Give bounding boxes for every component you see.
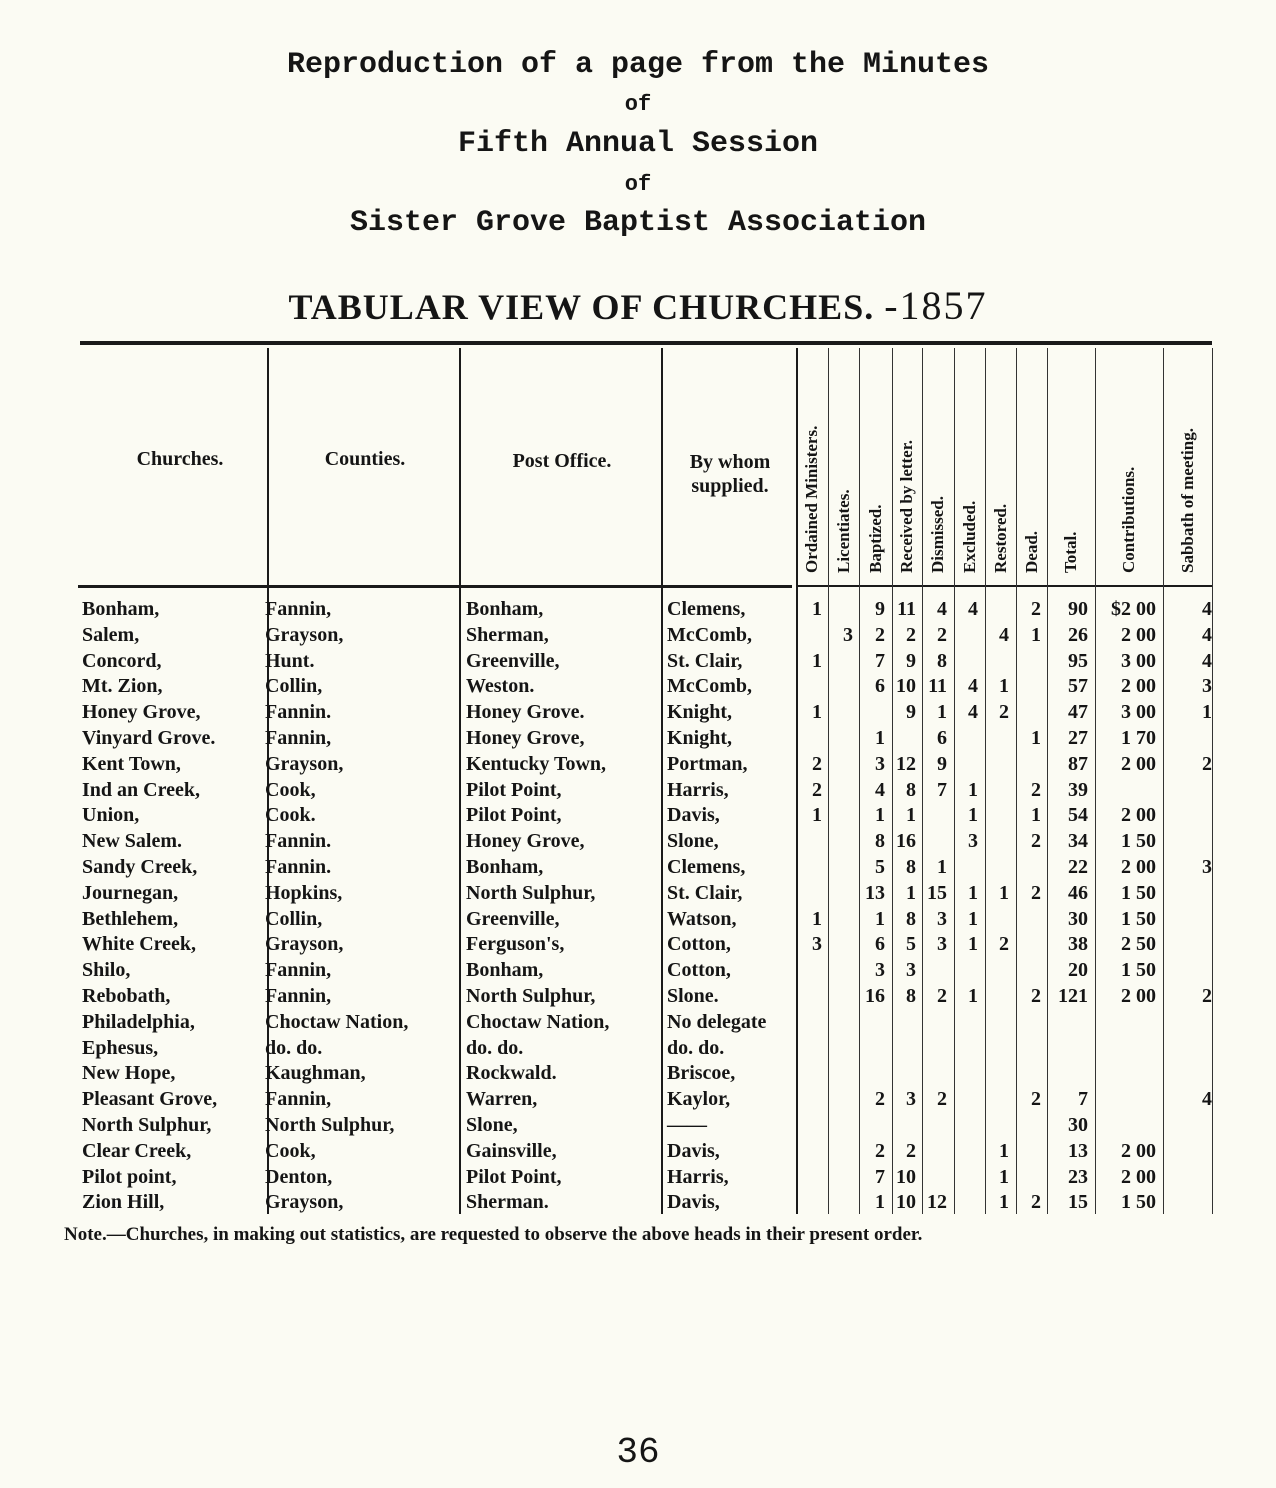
col-head-sabbath: Sabbath of meeting.: [1177, 428, 1197, 573]
contributions-cell: 1 50: [1121, 959, 1156, 981]
baptized-cell: 2: [875, 1140, 885, 1162]
received-cell: 2: [906, 624, 916, 646]
baptized-cell: 4: [875, 779, 885, 801]
dead-cell: 1: [1031, 804, 1041, 826]
contributions-cell: 1 50: [1121, 882, 1156, 904]
church-cell: Mt. Zion,: [82, 675, 163, 697]
dismissed-cell: 8: [937, 650, 947, 672]
total-cell: 90: [1068, 598, 1088, 620]
received-cell: 1: [906, 882, 916, 904]
contributions-cell: 3 00: [1121, 701, 1156, 723]
baptized-cell: 1: [875, 908, 885, 930]
sabbath-cell: 4: [1202, 1088, 1212, 1110]
restored-cell: 2: [999, 701, 1009, 723]
post-office-cell: Pilot Point,: [466, 779, 562, 801]
county-cell: Cook,: [265, 1140, 316, 1162]
col-head-total: Total.: [1061, 531, 1080, 573]
sabbath-cell: [1146, 1164, 1212, 1190]
page-number: 36: [616, 1432, 660, 1473]
received-cell: 8: [906, 856, 916, 878]
post-office-cell: Bonham,: [466, 959, 544, 981]
sabbath-cell: 1: [1202, 701, 1212, 723]
post-office-cell: Honey Grove,: [466, 727, 585, 749]
licentiates-cell: 3: [843, 624, 853, 646]
supplied-cell: Davis,: [667, 804, 720, 826]
col-head-received: Received by letter.: [897, 440, 916, 573]
baptized-cell: 2: [875, 1088, 885, 1110]
received-cell: 10: [896, 675, 916, 697]
ordained-cell: 1: [812, 908, 822, 930]
excluded-cell: 1: [968, 985, 978, 1007]
supplied-cell: Davis,: [667, 1140, 720, 1162]
county-cell: Fannin,: [265, 598, 332, 620]
church-cell: Pleasant Grove,: [82, 1088, 218, 1110]
contributions-cell: 2 00: [1121, 624, 1156, 646]
post-office-cell: Bonham,: [466, 598, 544, 620]
dismissed-cell: 9: [937, 753, 947, 775]
table-year: -1857: [884, 283, 988, 328]
ordained-cell: 1: [812, 650, 822, 672]
restored-cell: 1: [999, 882, 1009, 904]
col-head-received-wrap: [893, 352, 923, 577]
dismissed-cell: 6: [937, 727, 947, 749]
post-office-cell: Sherman.: [466, 1191, 549, 1213]
church-cell: Clear Creek,: [82, 1140, 192, 1162]
received-cell: 10: [896, 1166, 916, 1188]
church-cell: New Salem.: [82, 830, 182, 852]
county-cell: Collin,: [265, 675, 323, 697]
excluded-cell: 1: [968, 933, 978, 955]
county-cell: Hopkins,: [265, 882, 343, 904]
dead-cell: 2: [1031, 830, 1041, 852]
baptized-cell: 7: [875, 1166, 885, 1188]
supplied-cell: McComb,: [667, 675, 752, 697]
county-cell: Choctaw Nation,: [265, 1011, 409, 1033]
sabbath-cell: [1146, 880, 1212, 906]
post-office-cell: Warren,: [466, 1088, 538, 1110]
baptized-cell: 6: [875, 675, 885, 697]
total-cell: 26: [1068, 624, 1088, 646]
excluded-cell: 1: [968, 882, 978, 904]
header-line-4: of: [624, 172, 652, 197]
total-cell: 20: [1068, 959, 1088, 981]
column-divider: [459, 348, 461, 1214]
county-cell: Grayson,: [265, 753, 344, 775]
post-office-cell: Choctaw Nation,: [466, 1011, 610, 1033]
supplied-cell: Briscoe,: [667, 1062, 736, 1084]
church-cell: Shilo,: [82, 959, 131, 981]
baptized-cell: 1: [875, 804, 885, 826]
church-cell: Philadelphia,: [82, 1011, 195, 1033]
total-cell: 15: [1068, 1191, 1088, 1213]
column-divider: [661, 348, 663, 1214]
col-head-dead-wrap: [1017, 352, 1048, 577]
excluded-cell: 1: [968, 908, 978, 930]
post-office-cell: do. do.: [466, 1037, 524, 1059]
post-office-cell: Gainsville,: [466, 1140, 557, 1162]
header-divider-left: [78, 585, 792, 588]
supplied-cell: Slone.: [667, 985, 719, 1007]
post-office-cell: Weston.: [466, 675, 535, 697]
post-office-cell: North Sulphur,: [466, 882, 596, 904]
church-cell: White Creek,: [82, 933, 197, 955]
baptized-cell: 8: [875, 830, 885, 852]
dismissed-cell: 2: [937, 985, 947, 1007]
supplied-cell: Harris,: [667, 1166, 729, 1188]
county-cell: Fannin.: [265, 856, 332, 878]
supplied-cell: Slone,: [667, 830, 719, 852]
header-line-3: Fifth Annual Session: [457, 127, 819, 161]
county-cell: Fannin.: [265, 830, 332, 852]
county-cell: Fannin,: [265, 1088, 332, 1110]
sabbath-cell: 3: [1202, 675, 1212, 697]
header-line-1: Reproduction of a page from the Minutes: [286, 48, 990, 82]
col-head-baptized-wrap: [860, 352, 893, 577]
contributions-cell: 2 00: [1121, 753, 1156, 775]
baptized-cell: 2: [875, 624, 885, 646]
ordained-cell: 2: [812, 753, 822, 775]
restored-cell: 2: [999, 933, 1009, 955]
dismissed-cell: 4: [937, 598, 947, 620]
supplied-cell: St. Clair,: [667, 882, 743, 904]
church-cell: Salem,: [82, 624, 140, 646]
contributions-cell: 2 00: [1121, 985, 1156, 1007]
dismissed-cell: 3: [937, 933, 947, 955]
county-cell: Fannin,: [265, 727, 332, 749]
received-cell: 8: [906, 985, 916, 1007]
dismissed-cell: 3: [937, 908, 947, 930]
total-cell: 22: [1068, 856, 1088, 878]
supplied-cell: Watson,: [667, 908, 737, 930]
ordained-cell: 1: [812, 701, 822, 723]
baptized-cell: 3: [875, 753, 885, 775]
church-cell: Rebobath,: [82, 985, 171, 1007]
church-cell: Bonham,: [82, 598, 160, 620]
total-cell: 39: [1068, 779, 1088, 801]
dismissed-cell: 7: [937, 779, 947, 801]
dead-cell: 1: [1031, 624, 1041, 646]
county-cell: North Sulphur,: [265, 1114, 395, 1136]
col-head-ordained-wrap: [797, 352, 829, 577]
total-cell: 27: [1068, 727, 1088, 749]
church-cell: Pilot point,: [82, 1166, 177, 1188]
received-cell: 2: [906, 1140, 916, 1162]
header-line-5: Sister Grove Baptist Association: [349, 206, 927, 240]
contributions-cell: 1 70: [1121, 727, 1156, 749]
table-note: Note.—Churches, in making out statistics, are requested to observe the above heads in their present order.: [64, 1224, 923, 1245]
ordained-cell: 1: [812, 804, 822, 826]
dead-cell: 2: [1031, 598, 1041, 620]
church-cell: Journegan,: [82, 882, 179, 904]
col-head-excluded: Excluded.: [959, 500, 979, 573]
sabbath-cell: [1146, 828, 1212, 854]
baptized-cell: 1: [875, 727, 885, 749]
dismissed-cell: 2: [937, 1088, 947, 1110]
dismissed-cell: 12: [927, 1191, 947, 1213]
post-office-cell: Honey Grove.: [466, 701, 585, 723]
col-head-ordained: Ordained Ministers.: [802, 425, 821, 573]
contributions-cell: 2 00: [1121, 1140, 1156, 1162]
col-head-dismissed-wrap: [923, 352, 955, 577]
county-cell: Fannin,: [265, 985, 332, 1007]
sabbath-cell: [1146, 1035, 1212, 1061]
sabbath-cell: [1146, 725, 1212, 751]
total-cell: [1022, 1060, 1088, 1086]
county-cell: Cook.: [265, 804, 316, 826]
total-cell: 87: [1068, 753, 1088, 775]
total-cell: 95: [1068, 650, 1088, 672]
supplied-cell: Davis,: [667, 1191, 720, 1213]
dead-cell: 2: [1031, 985, 1041, 1007]
total-cell: 23: [1068, 1166, 1088, 1188]
col-head-post-office: Post Office.: [512, 450, 612, 472]
received-cell: 3: [906, 959, 916, 981]
dismissed-cell: 1: [937, 856, 947, 878]
post-office-cell: Pilot Point,: [466, 804, 562, 826]
total-cell: 46: [1068, 882, 1088, 904]
post-office-cell: Sherman,: [466, 624, 549, 646]
church-cell: Kent Town,: [82, 753, 181, 775]
post-office-cell: Ferguson's,: [466, 933, 565, 955]
col-head-supplied: By whom supplied.: [689, 451, 771, 497]
baptized-cell: 7: [875, 650, 885, 672]
church-cell: Ephesus,: [82, 1037, 159, 1059]
excluded-cell: 4: [968, 598, 978, 620]
col-head-churches: Churches.: [136, 448, 224, 470]
col-head-contributions: Contributions.: [1119, 466, 1138, 573]
ordained-cell: 2: [812, 779, 822, 801]
col-head-licentiates-wrap: [829, 352, 860, 577]
col-head-contributions-wrap: [1096, 352, 1164, 577]
baptized-cell: 5: [875, 856, 885, 878]
supplied-cell: McComb,: [667, 624, 752, 646]
total-cell: 38: [1068, 933, 1088, 955]
post-office-cell: Rockwald.: [466, 1062, 557, 1084]
received-cell: 16: [896, 830, 916, 852]
post-office-cell: Kentucky Town,: [466, 753, 607, 775]
baptized-cell: 13: [865, 882, 885, 904]
church-cell: Sandy Creek,: [82, 856, 198, 878]
received-cell: 5: [906, 933, 916, 955]
sabbath-cell: 4: [1202, 624, 1212, 646]
county-cell: Grayson,: [265, 1191, 344, 1213]
excluded-cell: 1: [968, 779, 978, 801]
restored-cell: 1: [999, 1140, 1009, 1162]
excluded-cell: 3: [968, 830, 978, 852]
supplied-cell: Knight,: [667, 701, 733, 723]
dead-cell: 2: [1031, 882, 1041, 904]
sabbath-cell: [1146, 1189, 1212, 1215]
baptized-cell: 1: [875, 1191, 885, 1213]
total-cell: 13: [1068, 1140, 1088, 1162]
dismissed-cell: 11: [928, 675, 947, 697]
col-head-sabbath-wrap: [1164, 352, 1213, 577]
restored-cell: 1: [999, 1166, 1009, 1188]
sabbath-cell: [1146, 1060, 1212, 1086]
total-cell: 121: [1058, 985, 1088, 1007]
supplied-cell: Kaylor,: [667, 1088, 731, 1110]
baptized-cell: 6: [875, 933, 885, 955]
col-head-excluded-wrap: [955, 352, 986, 577]
col-head-counties: Counties.: [324, 448, 406, 470]
church-cell: Honey Grove,: [82, 701, 201, 723]
supplied-cell: ——: [667, 1114, 707, 1136]
col-head-restored: Restored.: [990, 503, 1010, 573]
contributions-cell: 1 50: [1121, 830, 1156, 852]
supplied-cell: Harris,: [667, 779, 729, 801]
post-office-cell: Slone,: [466, 1114, 518, 1136]
contributions-cell: $2 00: [1111, 598, 1156, 620]
total-cell: 7: [1078, 1088, 1088, 1110]
top-rule: [80, 341, 1212, 345]
baptized-cell: 3: [875, 959, 885, 981]
dead-cell: 2: [1031, 779, 1041, 801]
dismissed-cell: 15: [927, 882, 947, 904]
post-office-cell: Greenville,: [466, 908, 560, 930]
ordained-cell: 1: [812, 598, 822, 620]
church-cell: Concord,: [82, 650, 162, 672]
church-cell: Bethlehem,: [82, 908, 179, 930]
received-cell: 10: [896, 1191, 916, 1213]
post-office-cell: Bonham,: [466, 856, 544, 878]
county-cell: Kaughman,: [265, 1062, 366, 1084]
sabbath-cell: [1146, 906, 1212, 932]
dead-cell: 2: [1031, 1088, 1041, 1110]
col-head-dismissed: Dismissed.: [928, 496, 947, 573]
total-cell: 57: [1068, 675, 1088, 697]
restored-cell: 1: [999, 675, 1009, 697]
supplied-cell: Cotton,: [667, 933, 731, 955]
col-head-total-wrap: [1048, 352, 1096, 577]
post-office-cell: Greenville,: [466, 650, 560, 672]
dead-cell: 2: [1031, 1191, 1041, 1213]
county-cell: Cook,: [265, 779, 316, 801]
post-office-cell: North Sulphur,: [466, 985, 596, 1007]
dismissed-cell: 2: [937, 624, 947, 646]
county-cell: Grayson,: [265, 624, 344, 646]
baptized-cell: 16: [865, 985, 885, 1007]
received-cell: 12: [896, 753, 916, 775]
ordained-cell: 3: [812, 933, 822, 955]
received-cell: 8: [906, 908, 916, 930]
total-cell: [1022, 1035, 1088, 1061]
restored-cell: 1: [999, 1191, 1009, 1213]
total-cell: 34: [1068, 830, 1088, 852]
post-office-cell: Honey Grove,: [466, 830, 585, 852]
sabbath-cell: 2: [1202, 753, 1212, 775]
church-cell: Ind an Creek,: [82, 779, 200, 801]
dismissed-cell: 1: [937, 701, 947, 723]
sabbath-cell: 4: [1202, 598, 1212, 620]
baptized-cell: 9: [875, 598, 885, 620]
church-cell: Vinyard Grove.: [82, 727, 216, 749]
church-cell: Union,: [82, 804, 140, 826]
contributions-cell: 1 50: [1121, 908, 1156, 930]
header-line-2: of: [624, 92, 652, 117]
received-cell: 9: [906, 650, 916, 672]
contributions-cell: 2 00: [1121, 1166, 1156, 1188]
contributions-cell: 1 50: [1121, 1191, 1156, 1213]
excluded-cell: 4: [968, 701, 978, 723]
county-cell: Collin,: [265, 908, 323, 930]
total-cell: 47: [1068, 701, 1088, 723]
county-cell: Grayson,: [265, 933, 344, 955]
total-cell: 30: [1068, 1114, 1088, 1136]
col-head-restored-wrap: [986, 352, 1017, 577]
contributions-cell: 2 00: [1121, 675, 1156, 697]
sabbath-cell: [1146, 931, 1212, 957]
sabbath-cell: [1146, 1009, 1212, 1035]
sabbath-cell: [1146, 802, 1212, 828]
received-cell: 3: [906, 1088, 916, 1110]
church-cell: New Hope,: [82, 1062, 176, 1084]
supplied-cell: Cotton,: [667, 959, 731, 981]
county-cell: Fannin,: [265, 959, 332, 981]
table-title: [0, 282, 1276, 329]
county-cell: Hunt.: [265, 650, 315, 672]
col-head-baptized: Baptized.: [865, 504, 885, 573]
contributions-cell: 2 00: [1121, 856, 1156, 878]
sabbath-cell: 4: [1202, 650, 1212, 672]
total-cell: 54: [1068, 804, 1088, 826]
sabbath-cell: 2: [1202, 985, 1212, 1007]
sabbath-cell: [1146, 1138, 1212, 1164]
received-cell: 11: [897, 598, 916, 620]
excluded-cell: 4: [968, 675, 978, 697]
supplied-cell: St. Clair,: [667, 650, 743, 672]
sabbath-cell: [1146, 957, 1212, 983]
supplied-cell: do. do.: [667, 1037, 725, 1059]
restored-cell: 4: [999, 624, 1009, 646]
church-cell: Zion Hill,: [82, 1191, 165, 1213]
supplied-cell: Clemens,: [667, 856, 746, 878]
sabbath-cell: [1146, 777, 1212, 803]
excluded-cell: 1: [968, 804, 978, 826]
table-title-text: TABULAR VIEW OF CHURCHES.: [288, 287, 875, 327]
contributions-cell: 2 50: [1121, 933, 1156, 955]
contributions-cell: 3 00: [1121, 650, 1156, 672]
sabbath-cell: 3: [1202, 856, 1212, 878]
col-head-licentiates: Licentiates.: [833, 489, 853, 573]
col-head-dead: Dead.: [1021, 530, 1041, 573]
contributions-cell: 2 00: [1121, 804, 1156, 826]
county-cell: Fannin.: [265, 701, 332, 723]
county-cell: Denton,: [265, 1166, 333, 1188]
supplied-cell: Knight,: [667, 727, 733, 749]
supplied-cell: Portman,: [667, 753, 748, 775]
supplied-cell: Clemens,: [667, 598, 746, 620]
sabbath-cell: [1146, 1112, 1212, 1138]
received-cell: 1: [906, 804, 916, 826]
post-office-cell: Pilot Point,: [466, 1166, 562, 1188]
supplied-cell: No delegate: [667, 1011, 767, 1033]
received-cell: 8: [906, 779, 916, 801]
county-cell: do. do.: [265, 1037, 323, 1059]
total-cell: 30: [1068, 908, 1088, 930]
church-cell: North Sulphur,: [82, 1114, 212, 1136]
total-cell: [1022, 1009, 1088, 1035]
dead-cell: 1: [1031, 727, 1041, 749]
received-cell: 9: [906, 701, 916, 723]
